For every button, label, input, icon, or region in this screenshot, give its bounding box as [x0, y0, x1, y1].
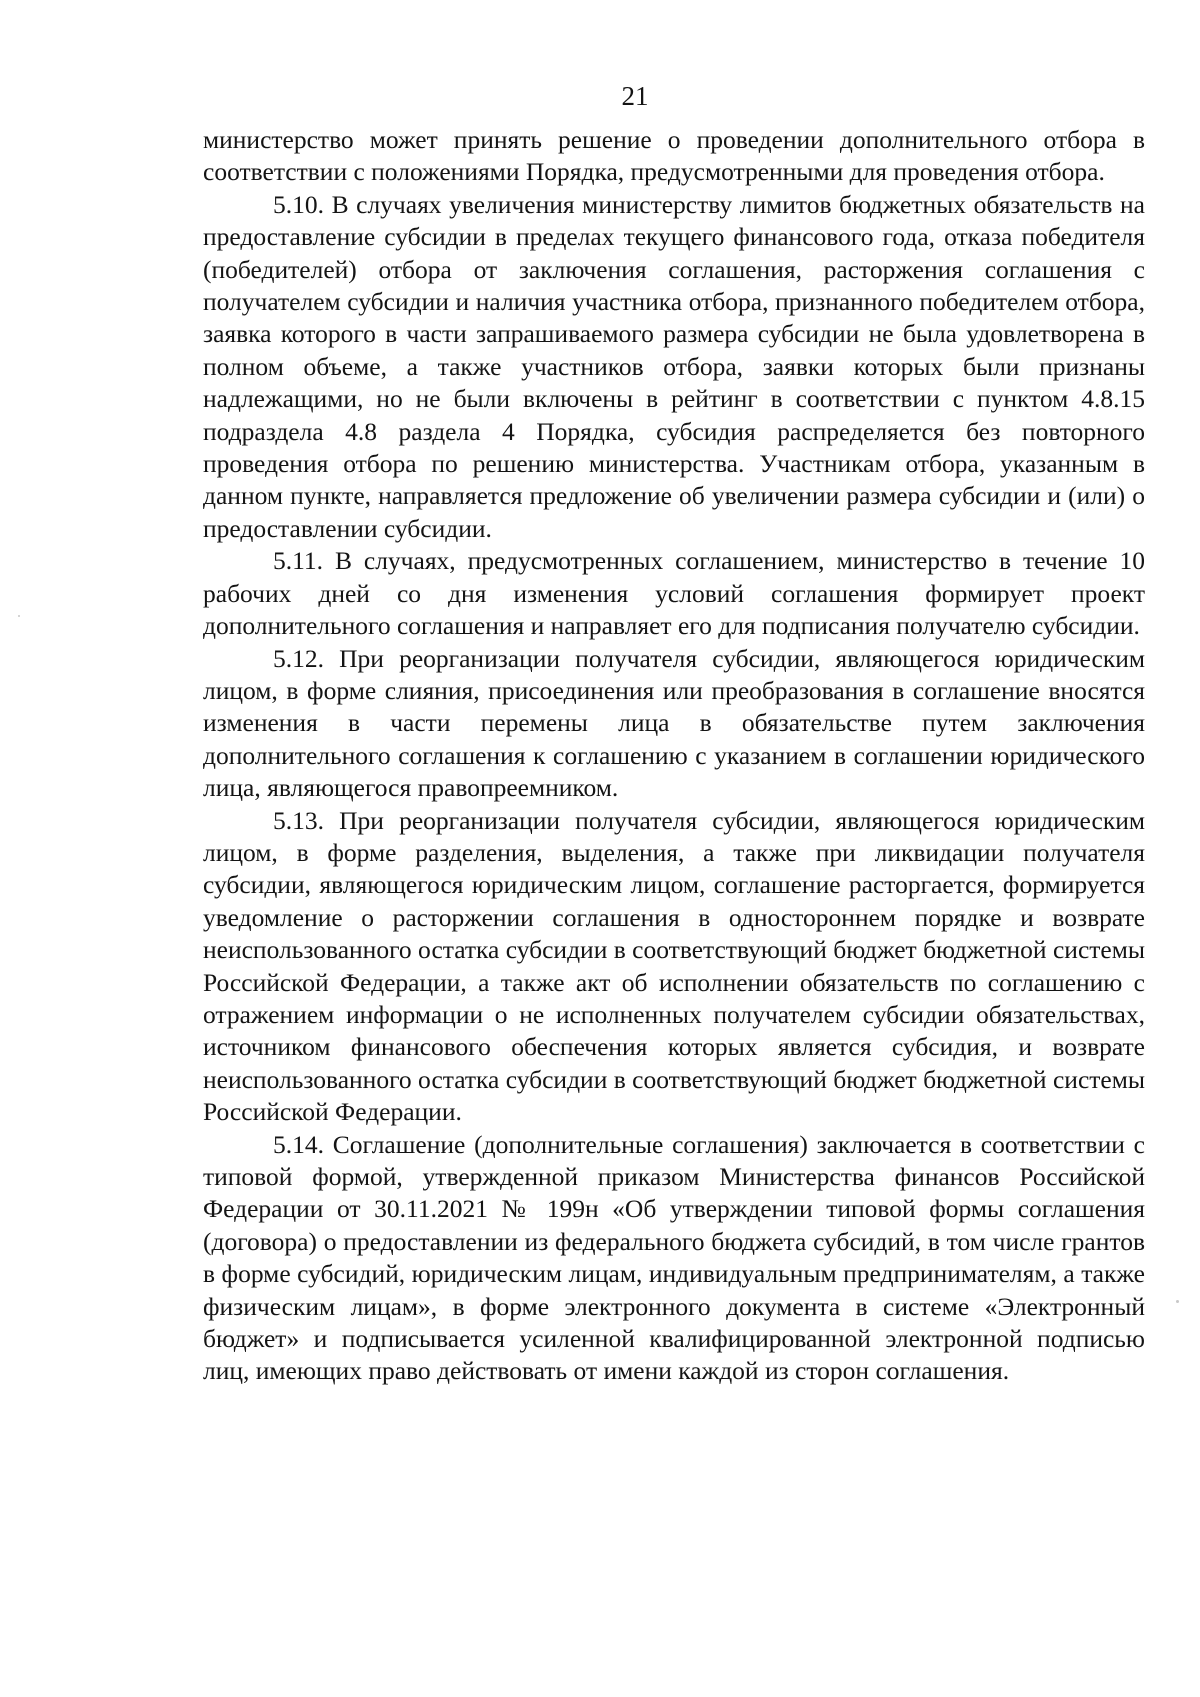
- scan-speck: [18, 615, 20, 617]
- document-body: [203, 124, 1145, 1388]
- paragraph-continuation: министерство может принять решение о проведении дополнительного отбора в соответствии с положениями Порядка, предусмотренными для проведения отбора.: [203, 125, 1145, 187]
- paragraph-5-12: 5.12. При реорганизации получателя субсидии, являющегося юридическим лицом, в форме слияния, присоединения или преобразования в соглашение вносятся изменения в части перемены лица в обязательстве путем заключения дополнительного соглашения к соглашению с указанием в соглашении юридического лица, являющегося правопреемником.: [203, 643, 1145, 803]
- paragraph-5-11: 5.11. В случаях, предусмотренных соглашением, министерство в течение 10 рабочих дней со дня изменения условий соглашения формирует проект дополнительного соглашения и направляет его для подписания получателю субсидии.: [203, 546, 1145, 641]
- page-number: 21: [621, 81, 649, 111]
- paragraph-5-10: 5.10. В случаях увеличения министерству лимитов бюджетных обязательств на предоставление субсидии в пределах текущего финансового года, отказа победителя (победителей) отбора от заключения соглашения, расторжения соглашения с получателем субсидии и наличия участника отбора, признанного победителем отбора, заявка которого в части запрашиваемого размера субсидии не была удовлетворена в полном объеме, а также участников отбора, заявки которых были признаны надлежащими, но не были включены в рейтинг в соответствии с пунктом 4.8.15 подраздела 4.8 раздела 4 Порядка, субсидия распределяется без повторного проведения отбора по решению министерства. Участникам отбора, указанным в данном пункте, направляется предложение об увеличении размера субсидии и (или) о предоставлении субсидии.: [203, 189, 1145, 543]
- scan-speck: [1176, 1300, 1179, 1303]
- paragraph-5-13: 5.13. При реорганизации получателя субсидии, являющегося юридическим лицом, в форме разделения, выделения, а также при ликвидации получателя субсидии, являющегося юридическим лицом, соглашение расторгается, формируется уведомление о расторжении соглашения в одностороннем порядке и возврате неиспользованного остатка субсидии в соответствующий бюджет бюджетной системы Российской Федерации, а также акт об исполнении обязательств по соглашению с отражением информации о не исполненных получателем субсидии обязательствах, источником финансового обеспечения которых является субсидия, и возврате неиспользованного остатка субсидии в соответствующий бюджет бюджетной системы Российской Федерации.: [203, 805, 1145, 1127]
- paragraph-5-14: 5.14. Соглашение (дополнительные соглашения) заключается в соответствии с типовой формой, утвержденной приказом Министерства финансов Российской Федерации от 30.11.2021 № 199н «Об утверждении типовой формы соглашения (договора) о предоставлении из федерального бюджета субсидий, в том числе грантов в форме субсидий, юридическим лицам, индивидуальным предпринимателям, а также физическим лицам», в форме электронного документа в системе «Электронный бюджет» и подписывается усиленной квалифицированной электронной подписью лиц, имеющих право действовать от имени каждой из сторон соглашения.: [203, 1129, 1145, 1386]
